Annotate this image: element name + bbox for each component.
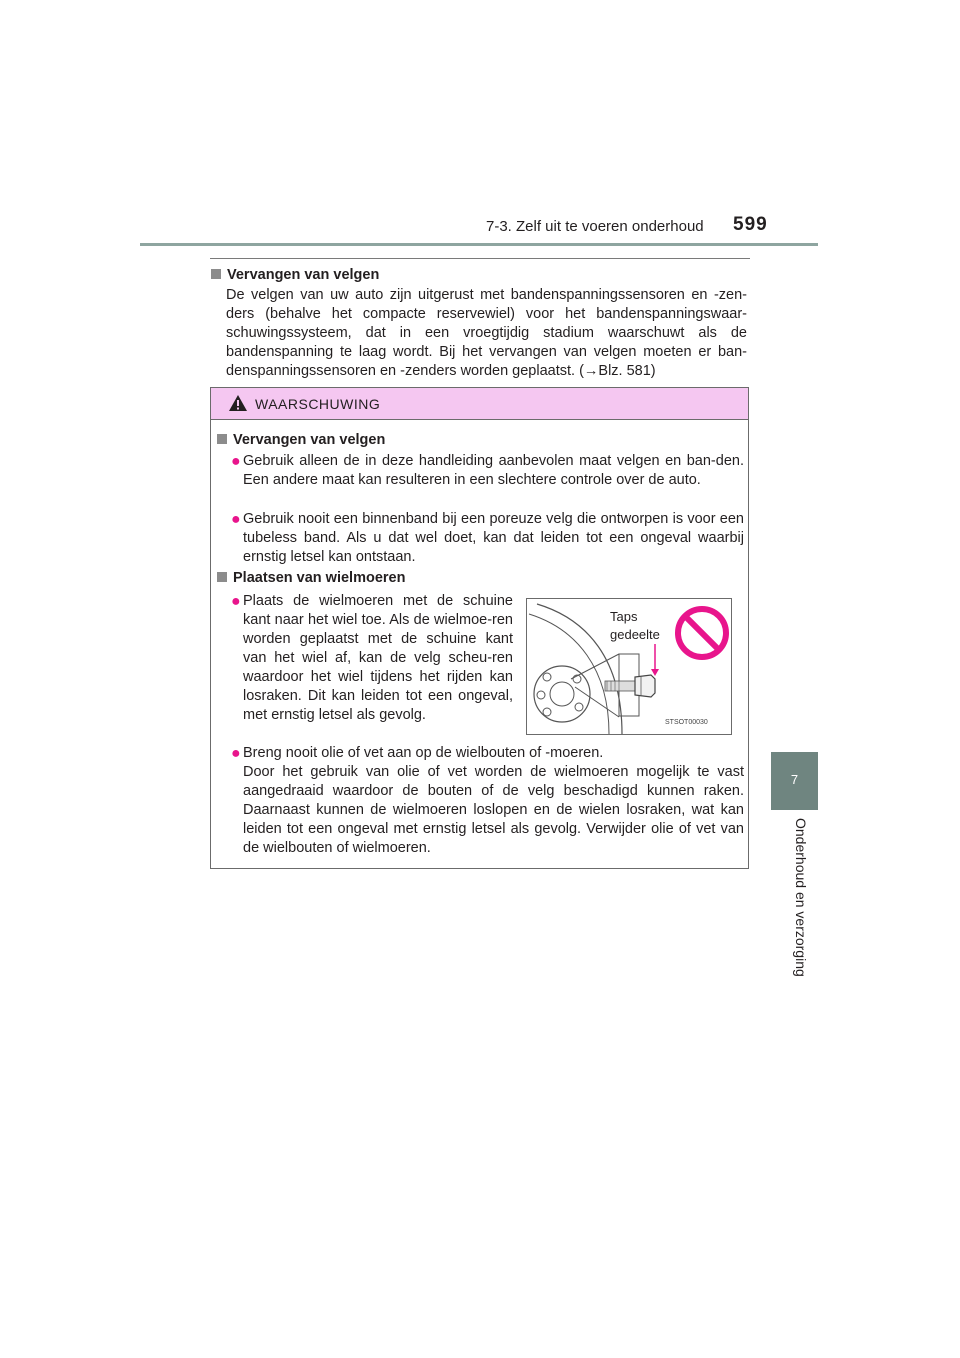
section-rule (210, 258, 750, 259)
intro-heading: Vervangen van velgen (211, 266, 747, 285)
page-number: 599 (733, 214, 768, 235)
warning-title: WAARSCHUWING (255, 396, 381, 412)
wheel-hub-illustration (527, 599, 731, 734)
warning-triangle-icon (228, 394, 248, 412)
intro-section (211, 266, 747, 381)
header-rule (140, 243, 818, 246)
warning-item: ● Plaats de wielmoeren met de schuine kant naar het wiel toe. Als de wielmoe-ren worden geplaatst met de schuine kant van het wiel af, kan de velg scheu-ren waardoor het wiel tijdens het rijden kan losraken. Dit kan leiden tot een ongeval, met ernstig letsel als gevolg. (231, 593, 513, 723)
warning-item: ● Gebruik alleen de in deze handleiding aanbevolen maat velgen en ban-den. Een andere maat kan resulteren in een slechtere controle over de auto. (231, 453, 744, 488)
square-bullet-icon (211, 269, 221, 279)
chapter-tab (771, 752, 818, 810)
bullet-icon: ● (231, 511, 241, 528)
bullet-icon: ● (231, 745, 241, 762)
figure-label-taps: Taps (610, 609, 638, 624)
section-title: 7-3. Zelf uit te voeren onderhoud (486, 218, 704, 235)
square-bullet-icon (217, 434, 227, 444)
prohibition-icon (678, 609, 726, 657)
warning-item: ● Breng nooit olie of vet aan op de wielbouten of -moeren. Door het gebruik van olie of vet worden de wielmoeren mogelijk te vast aangedraaid waardoor de bouten of de velg beschadigd kunnen raken. Daarnaast kunnen de wielmoeren loslopen en de wielen losraken, wat kan leiden tot een ongeval met ernstig letsel als gevolg. Verwijder olie of vet van de wielbouten of wielmoeren. (231, 745, 744, 856)
intro-body: De velgen van uw auto zijn uitgerust met bandenspanningssensoren en -zen-ders (behalve het compacte reservewiel) voor het bandenspanningswaar-schuwingssysteem, dat in een vroegtijdig stadium waarschuwt als de bandenspanning te laag wordt. Bij het vervangen van velgen moeten er ban-denspanningssensoren en -zenders worden geplaatst. (→Blz. 581) (226, 287, 747, 379)
wheel-nut-illustration (526, 598, 732, 735)
chapter-number: 7 (790, 772, 799, 787)
bullet-icon: ● (231, 593, 241, 610)
square-bullet-icon (217, 572, 227, 582)
figure-code: STSOT00030 (665, 719, 708, 726)
figure-label-gedeelte: gedeelte (610, 627, 660, 642)
warning-header (211, 388, 748, 420)
warning-section-heading: Plaatsen van wielmoeren (217, 570, 405, 586)
warning-box (210, 387, 749, 869)
warning-item: ● Gebruik nooit een binnenband bij een poreuze velg die ontworpen is voor een tubeless band. Als u dat wel doet, kan dat leiden tot een ongeval waarbij ernstig letsel kan ontstaan. (231, 511, 744, 565)
warning-section-heading: Vervangen van velgen (217, 432, 385, 448)
bullet-icon: ● (231, 453, 241, 470)
chapter-label: Onderhoud en verzorging (793, 818, 809, 977)
